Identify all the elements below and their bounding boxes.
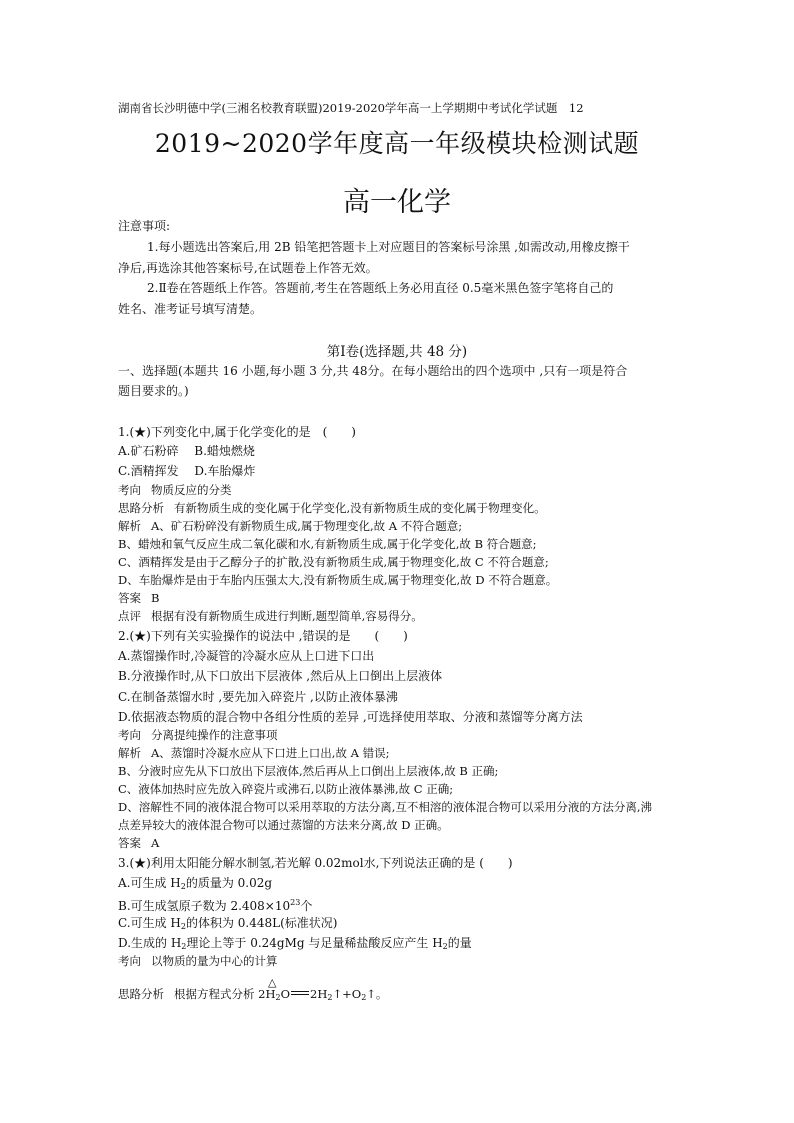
q1-options-cd: C.酒精挥发 D.车胎爆炸 bbox=[118, 464, 256, 478]
q2-option-c: C.在制备蒸馏水时 ,要先加入碎瓷片 ,以防止液体暴沸 bbox=[118, 690, 398, 704]
source-line: 湖南省长沙明德中学(三湘名校教育联盟)2019-2020学年高一上学期期中考试化学试题 12 bbox=[118, 101, 584, 115]
q1-silu: 思路分析 有新物质生成的变化属于化学变化,没有新物质生成的变化属于物理变化。 bbox=[118, 501, 546, 515]
section-title: 第Ⅰ卷(选择题,共 48 分) bbox=[326, 344, 468, 360]
q1-answer: 答案 B bbox=[118, 591, 160, 605]
q2-jiexi-b: B、分液时应先从下口放出下层液体,然后再从上口倒出上层液体,故 B 正确; bbox=[118, 764, 499, 778]
q1-jiexi-b: B、蜡烛和氧气反应生成二氧化碳和水,有新物质生成,属于化学变化,故 B 符合题意; bbox=[118, 537, 537, 551]
q2-jiexi-d-cont: 点差异较大的液体混合物可以通过蒸馏的方法来分离,故 D 正确。 bbox=[118, 818, 449, 832]
q3-option-d: D.生成的 $H_2$理论上等于 0.24gMg 与足量稀盐酸反应产生 $H_2$的量 bbox=[118, 936, 472, 951]
q1-jiexi-a: 解析 A、矿石粉碎没有新物质生成,属于物理变化,故 A 不符合题意; bbox=[118, 519, 463, 533]
q2-answer: 答案 A bbox=[118, 836, 160, 850]
q1-stem: 1.(★)下列变化中,属于化学变化的是 ( ) bbox=[118, 425, 356, 439]
section-intro-cont: 题目要求的。) bbox=[118, 384, 189, 398]
q2-jiexi-a: 解析 A、蒸馏时冷凝水应从下口进上口出,故 A 错误; bbox=[118, 746, 390, 760]
notice-item-2-cont: 姓名、准考证号填写清楚。 bbox=[118, 302, 263, 316]
q3-option-c: C.可生成 $H_2$的体积为 0.448L(标准状况) bbox=[118, 916, 338, 931]
q3-option-a: A.可生成 $H_2$的质量为 0.02g bbox=[118, 876, 273, 891]
q2-option-a: A.蒸馏操作时,冷凝管的冷凝水应从上口进下口出 bbox=[118, 649, 375, 663]
q3-silu: 思路分析 根据方程式分析 $2H_2O$ $2H_2↑+O_2↑$。 bbox=[118, 987, 388, 1002]
q3-kaoxiang: 考向 以物质的量为中心的计算 bbox=[118, 954, 278, 968]
q1-kaoxiang: 考向 物质反应的分类 bbox=[118, 483, 232, 497]
section-intro: 一、选择题(本题共 16 小题,每小题 3 分,共 48分。在每小题给出的四个选项中 ,只有一项是符合 bbox=[118, 364, 628, 378]
exam-title: 2019~2020学年度高一年级模块检测试题 bbox=[154, 129, 640, 158]
q1-options-ab: A.矿石粉碎 B.蜡烛燃烧 bbox=[118, 444, 255, 458]
q2-jiexi-d: D、溶解性不同的液体混合物可以采用萃取的方法分离,互不相溶的液体混合物可以采用分液的方法分离,沸 bbox=[118, 800, 653, 814]
q1-comment: 点评 根据有没有新物质生成进行判断,题型简单,容易得分。 bbox=[118, 609, 423, 623]
q2-stem: 2.(★)下列有关实验操作的说法中 ,错误的是 ( ) bbox=[118, 629, 408, 643]
q1-jiexi-d: D、车胎爆炸是由于车胎内压强太大,没有新物质生成,属于物理变化,故 D 不符合题意。 bbox=[118, 573, 558, 587]
heat-delta-symbol: △ bbox=[268, 976, 277, 989]
q2-option-b: B.分液操作时,从下口放出下层液体 ,然后从上口倒出上层液体 bbox=[118, 669, 443, 683]
q3-option-b: B.可生成氢原子数为 $2.408\times 10^{23}$个 bbox=[118, 898, 313, 913]
q2-kaoxiang: 考向 分离提纯操作的注意事项 bbox=[118, 728, 278, 742]
notice-item-1-cont: 净后,再选涂其他答案标号,在试题卷上作答无效。 bbox=[118, 261, 378, 275]
reaction-equals-line bbox=[291, 991, 309, 995]
notice-heading: 注意事项: bbox=[118, 219, 171, 233]
q2-option-d: D.依据液态物质的混合物中各组分性质的差异 ,可选择使用萃取、分液和蒸馏等分离方法 bbox=[118, 710, 583, 724]
notice-item-1: 1.每小题选出答案后,用 2B 铅笔把答题卡上对应题目的答案标号涂黑 ,如需改动,用橡皮擦干 bbox=[147, 240, 630, 254]
q2-jiexi-c: C、液体加热时应先放入碎瓷片或沸石,以防止液体暴沸,故 C 正确; bbox=[118, 782, 454, 796]
subject-title: 高一化学 bbox=[343, 187, 451, 218]
q3-stem: 3.(★)利用太阳能分解水制氢,若光解 0.02mol水,下列说法正确的是 ( ) bbox=[118, 856, 513, 870]
q1-jiexi-c: C、酒精挥发是由于乙醇分子的扩散,没有新物质生成,属于物理变化,故 C 不符合题意; bbox=[118, 555, 549, 569]
notice-item-2: 2.Ⅱ卷在答题纸上作答。答题前,考生在答题纸上务必用直径 0.5毫米黑色签字笔将自己的 bbox=[147, 281, 614, 295]
